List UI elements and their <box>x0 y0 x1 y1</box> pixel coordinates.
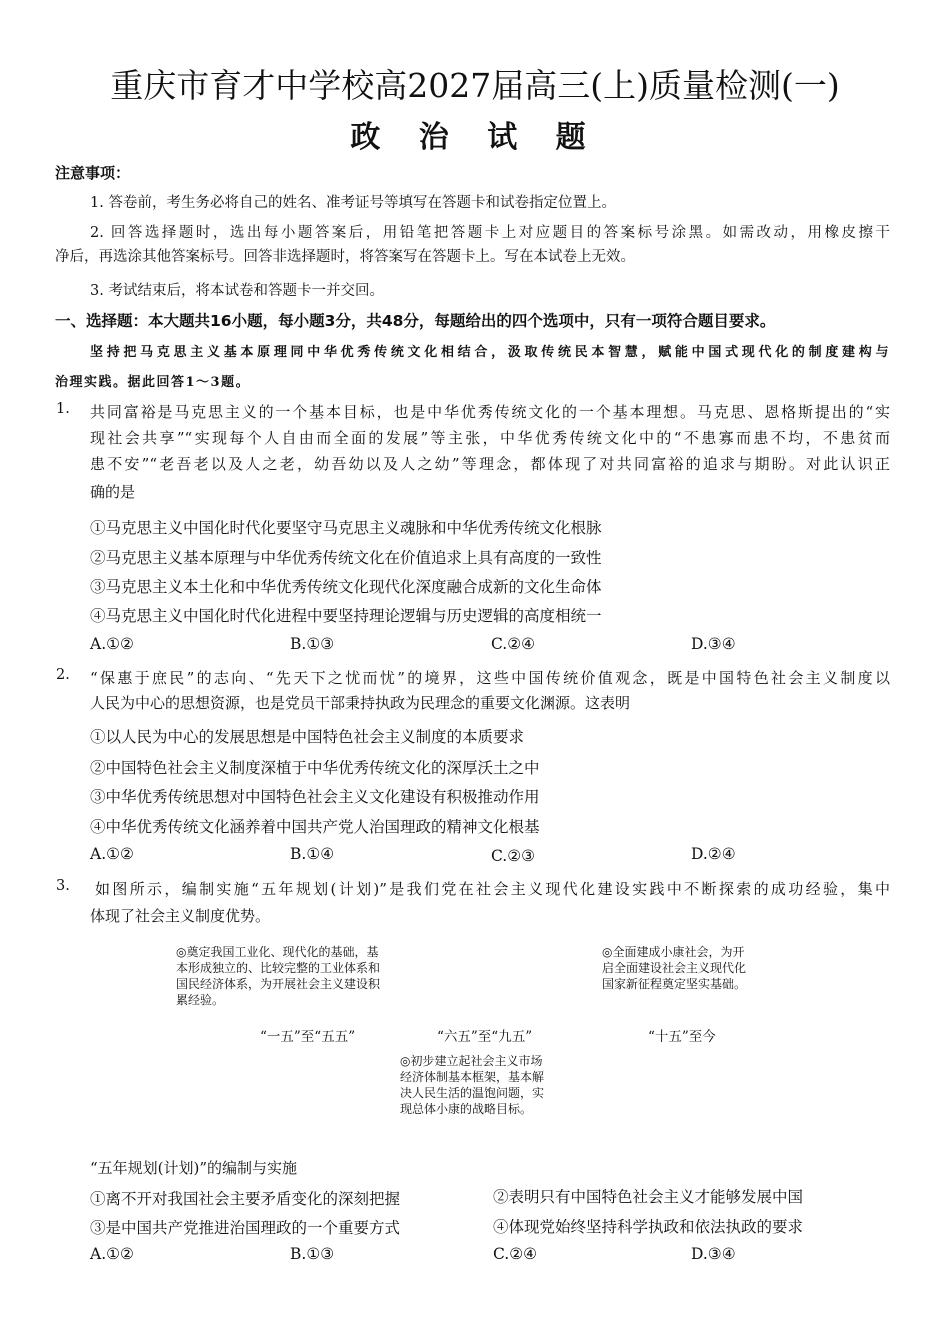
q1-stem-line-2: 现社会共享”“实现每个人自由而全面的发展”等主张，中华优秀传统文化中的“不患寡而患不均，不患贫而 <box>90 429 890 447</box>
q1-stem-line-3: 患不安”“老吾老以及人之老，幼吾幼以及人之幼”等理念，都体现了对共同富裕的追求与期盼。对此认识正 <box>90 455 890 473</box>
q1-choice-c[interactable]: C.②④ <box>491 635 536 653</box>
q1-stem-line-1: 共同富裕是马克思主义的一个基本目标，也是中华优秀传统文化的一个基本理想。马克思、恩格斯提出的“实 <box>90 403 890 421</box>
q1-choice-d[interactable]: D.③④ <box>691 635 736 653</box>
q1-statement-4: ④马克思主义中国化时代化进程中要坚持理论逻辑与历史逻辑的高度相统一 <box>90 607 602 625</box>
q2-choice-c[interactable]: C.②③ <box>491 847 536 865</box>
q2-choice-a[interactable]: A.①② <box>90 845 134 863</box>
notice-item-1: 1. 答卷前，考生务必将自己的姓名、准考证号等填写在答题卡和试卷指定位置上。 <box>90 195 616 211</box>
q2-statement-3: ③中华优秀传统思想对中国特色社会主义文化建设有积极推动作用 <box>90 788 540 806</box>
section-intro-line-1: 坚持把马克思主义基本原理同中华优秀传统文化相结合，汲取传统民本智慧，赋能中国式现代化的制度建构与 <box>90 345 890 360</box>
section-heading: 一、选择题：本大题共16小题，每小题3分，共48分，每题给出的四个选项中，只有一项符合题目要求。 <box>55 312 776 330</box>
q3-statement-3: ③是中国共产党推进治国理政的一个重要方式 <box>90 1219 401 1237</box>
q3-stem-line-1: 如图所示，编制实施“五年规划(计划)”是我们党在社会主义现代化建设实践中不断探索的成功经验，集中 <box>95 880 890 898</box>
q1-stem-line-4: 确的是 <box>90 483 136 501</box>
q1-statement-2: ②马克思主义基本原理与中华优秀传统文化在价值追求上具有高度的一致性 <box>90 549 602 567</box>
q3-sub-stem: “五年规划(计划)”的编制与实施 <box>90 1159 298 1177</box>
q1-number: 1. <box>56 401 70 417</box>
notice-item-3: 3. 考试结束后，将本试卷和答题卡一并交回。 <box>90 283 384 299</box>
q3-number: 3. <box>56 878 70 894</box>
q3-choice-c[interactable]: C.②④ <box>493 1245 538 1263</box>
q2-stem-line-1: “保惠于庶民”的志向、“先天下之忧而忧”的境界，这些中国传统价值观念，既是中国特色社会主义制度以 <box>90 669 890 687</box>
figure-box-3: ◎初步建立起社会主义市场经济体制基本框架，基本解决人民生活的温饱问题，实现总体小康的战略目标。 <box>400 1054 545 1116</box>
q2-choice-d[interactable]: D.②④ <box>691 845 736 863</box>
q1-choice-b[interactable]: B.①③ <box>290 635 335 653</box>
q1-statement-1: ①马克思主义中国化时代化要坚守马克思主义魂脉和中华优秀传统文化根脉 <box>90 519 602 537</box>
figure-period-3: “十五”至今 <box>648 1029 716 1045</box>
notice-item-2: 2. 回答选择题时，选出每小题答案后，用铅笔把答题卡上对应题目的答案标号涂黑。如需改动，用橡皮擦干 <box>90 225 890 241</box>
q3-statement-1: ①离不开对我国社会主要矛盾变化的深刻把握 <box>90 1190 401 1208</box>
q2-statement-2: ②中国特色社会主义制度深植于中华优秀传统文化的深厚沃土之中 <box>90 759 540 777</box>
q2-stem-line-2: 人民为中心的思想资源，也是党员干部秉持执政为民理念的重要文化渊源。这表明 <box>90 694 631 712</box>
q2-statement-1: ①以人民为中心的发展思想是中国特色社会主义制度的本质要求 <box>90 728 525 746</box>
q3-choice-d[interactable]: D.③④ <box>691 1245 736 1263</box>
q3-choice-b[interactable]: B.①③ <box>290 1245 335 1263</box>
q1-choice-a[interactable]: A.①② <box>90 635 134 653</box>
q3-statement-4: ④体现党始终坚持科学执政和依法执政的要求 <box>493 1218 804 1236</box>
notice-item-2-cont: 净后，再选涂其他答案标号。回答非选择题时，将答案写在答题卡上。写在本试卷上无效。 <box>55 249 635 265</box>
q2-statement-4: ④中华优秀传统文化涵养着中国共产党人治国理政的精神文化根基 <box>90 818 540 836</box>
exam-title: 重庆市育才中学校高2027届高三(上)质量检测(一) <box>110 66 840 105</box>
section-intro-line-2: 治理实践。据此回答1～3题。 <box>55 375 251 390</box>
figure-period-1: “一五”至“五五” <box>260 1029 356 1045</box>
notice-heading: 注意事项： <box>55 164 131 182</box>
q3-choice-a[interactable]: A.①② <box>90 1245 134 1263</box>
figure-box-1: ◎奠定我国工业化、现代化的基础，基本形成独立的、比较完整的工业体系和国民经济体系，为开展社会主义建设积累经验。 <box>176 945 381 1007</box>
figure-period-2: “六五”至“九五” <box>437 1029 533 1045</box>
figure-box-2: ◎全面建成小康社会，为开启全面建设社会主义现代化国家新征程奠定坚实基础。 <box>602 945 747 991</box>
subject-title: 政 治 试 题 <box>350 120 600 155</box>
q1-statement-3: ③马克思主义本土化和中华优秀传统文化现代化深度融合成新的文化生命体 <box>90 578 602 596</box>
q2-choice-b[interactable]: B.①④ <box>290 845 335 863</box>
q2-number: 2. <box>56 667 70 683</box>
q3-stem-line-2: 体现了社会主义制度优势。 <box>90 907 271 925</box>
q3-statement-2: ②表明只有中国特色社会主义才能够发展中国 <box>493 1188 804 1206</box>
